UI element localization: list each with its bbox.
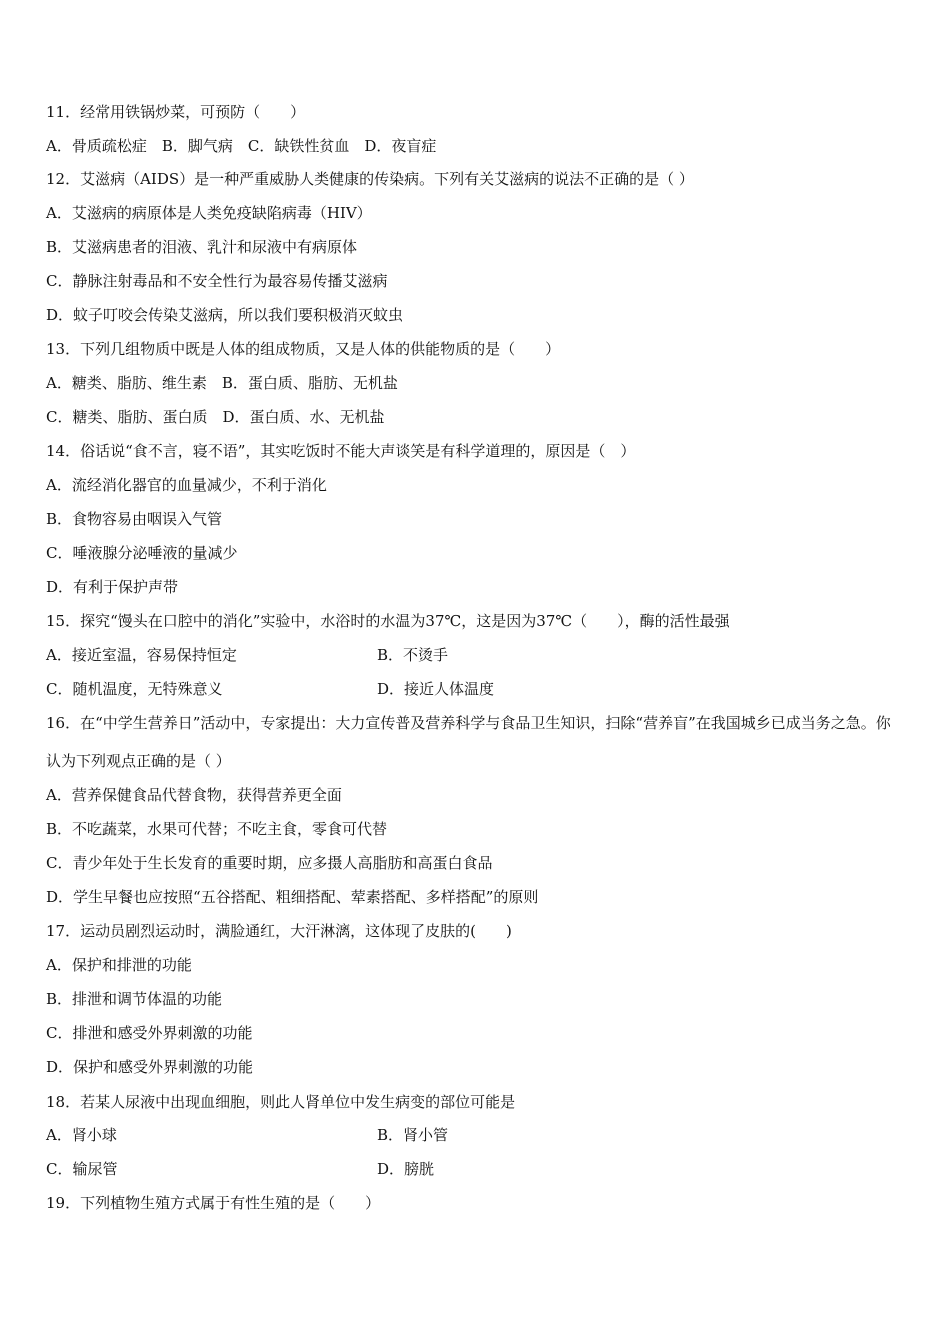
question-18-option-c: C．输尿管 (46, 1160, 118, 1178)
question-12-option-d: D．蚊子叮咬会传染艾滋病，所以我们要积极消灭蚊虫 (46, 306, 404, 324)
question-15-option-c: C．随机温度，无特殊意义 (46, 680, 223, 698)
question-14-option-b: B．食物容易由咽误入气管 (46, 510, 223, 528)
question-17: 17．运动员剧烈运动时，满脸通红，大汗淋漓，这体现了皮肤的( ) (46, 922, 512, 940)
question-12-option-a: A．艾滋病的病原体是人类免疫缺陷病毒（HIV） (46, 204, 372, 222)
question-18: 18．若某人尿液中出现血细胞，则此人肾单位中发生病变的部位可能是 (46, 1093, 516, 1111)
question-11-options: A．骨质疏松症 B．脚气病 C．缺铁性贫血 D．夜盲症 (46, 137, 437, 155)
question-16: 16．在“中学生营养日”活动中，专家提出：大力宣传普及营养科学与食品卫生知识，扫除“营养盲”在我国城乡已成当务之急。你认为下列观点正确的是（ ） (46, 714, 891, 770)
question-19: 19．下列植物生殖方式属于有性生殖的是（ ） (46, 1194, 381, 1212)
question-14-option-c: C．唾液腺分泌唾液的量减少 (46, 544, 238, 562)
question-18-option-b: B．肾小管 (377, 1126, 449, 1144)
question-17-option-d: D．保护和感受外界刺激的功能 (46, 1058, 254, 1076)
question-14-option-d: D．有利于保护声带 (46, 578, 179, 596)
question-11: 11．经常用铁锅炒菜，可预防（ ） (46, 103, 306, 121)
question-14: 14．俗话说“食不言，寝不语”，其实吃饭时不能大声谈笑是有科学道理的，原因是（ ） (46, 442, 636, 460)
question-15-option-a: A．接近室温，容易保持恒定 (46, 646, 237, 664)
question-13-options-cd: C．糖类、脂肪、蛋白质 D．蛋白质、水、无机盐 (46, 408, 385, 426)
question-16-option-c: C．青少年处于生长发育的重要时期，应多摄人高脂肪和高蛋白食品 (46, 854, 493, 872)
question-12-option-b: B．艾滋病患者的泪液、乳汁和尿液中有病原体 (46, 238, 358, 256)
question-16-option-b: B．不吃蔬菜，水果可代替；不吃主食，零食可代替 (46, 820, 388, 838)
question-15-option-b: B．不烫手 (377, 646, 449, 664)
question-13: 13．下列几组物质中既是人体的组成物质，又是人体的供能物质的是（ ） (46, 340, 561, 358)
question-16-option-a: A．营养保健食品代替食物，获得营养更全面 (46, 786, 342, 804)
question-17-option-c: C．排泄和感受外界刺激的功能 (46, 1024, 253, 1042)
question-16-option-d: D．学生早餐也应按照“五谷搭配、粗细搭配、荤素搭配、多样搭配”的原则 (46, 888, 539, 906)
question-12: 12．艾滋病（AIDS）是一种严重威胁人类健康的传染病。下列有关艾滋病的说法不正确的是（ ） (46, 170, 694, 188)
question-17-option-b: B．排泄和调节体温的功能 (46, 990, 223, 1008)
question-12-option-c: C．静脉注射毒品和不安全性行为最容易传播艾滋病 (46, 272, 388, 290)
question-17-option-a: A．保护和排泄的功能 (46, 956, 192, 974)
question-18-option-a: A．肾小球 (46, 1126, 117, 1144)
question-13-options-ab: A．糖类、脂肪、维生素 B．蛋白质、脂肪、无机盐 (46, 374, 398, 392)
question-15-option-d: D．接近人体温度 (377, 680, 495, 698)
question-14-option-a: A．流经消化器官的血量减少，不利于消化 (46, 476, 327, 494)
question-18-option-d: D．膀胱 (377, 1160, 435, 1178)
question-15: 15．探究“馒头在口腔中的消化”实验中，水浴时的水温为37℃，这是因为37℃（ ），酶的活性最强 (46, 612, 730, 630)
